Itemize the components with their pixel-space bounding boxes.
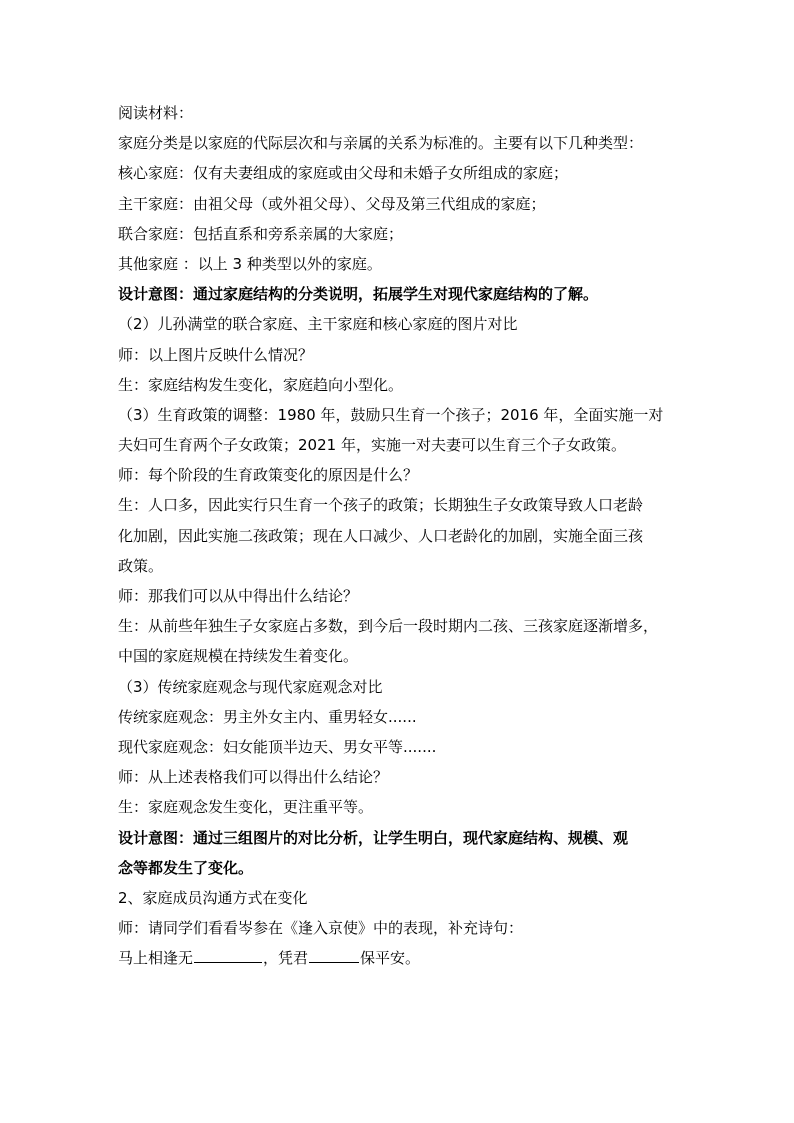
text-line-20: （3）传统家庭观念与现代家庭观念对比	[118, 677, 383, 696]
design-intent-2-cont: 念等都发生了变化。	[118, 858, 254, 877]
text-line-17: 师：那我们可以从中得出什么结论？	[118, 587, 359, 605]
text-line-6: 其他家庭 ：以上 3 种类型以外的家庭。	[118, 254, 382, 273]
poem-blank-1[interactable]	[194, 946, 262, 963]
text-line-15: 化加剧，因此实施二孩政策；现在人口减少、人口老龄化的加剧，实施全面三孩	[118, 526, 644, 545]
text-line-21: 传统家庭观念：男主外女主内、重男轻女......	[118, 707, 417, 726]
design-intent-2: 设计意图：通过三组图片的对比分析，让学生明白，现代家庭结构、规模、观	[118, 828, 629, 847]
text-line-10: 生：家庭结构发生变化，家庭趋向小型化。	[118, 375, 404, 394]
document-page	[118, 98, 678, 973]
design-intent-1: 设计意图：通过家庭结构的分类说明，拓展学生对现代家庭结构的了解。	[118, 285, 599, 304]
text-line-5: 联合家庭：包括直系和旁系亲属的大家庭；	[118, 224, 404, 243]
text-line-18: 生：从前些年独生子女家庭占多数，到今后一段时期内二孩、三孩家庭逐渐增多，	[118, 617, 659, 636]
text-line-28: 师：请同学们看看岑参在《逢入京使》中的表现，补充诗句：	[118, 919, 524, 938]
text-line-3: 核心家庭：仅有夫妻组成的家庭或由父母和未婚子女所组成的家庭；	[118, 164, 569, 183]
text-line-24: 生：家庭观念发生变化，更注重平等。	[118, 798, 374, 817]
poem-fill-line	[118, 943, 678, 973]
text-line-12: 夫妇可生育两个子女政策；2021 年，实施一对夫妻可以生育三个子女政策。	[118, 436, 626, 455]
text-line-16: 政策。	[118, 556, 164, 575]
text-line-14: 生：人口多，因此实行只生育一个孩子的政策；长期独生子女政策导致人口老龄	[118, 496, 644, 515]
text-line-13: 师：每个阶段的生育政策变化的原因是什么？	[118, 466, 419, 485]
poem-part-3: 保平安。	[360, 949, 421, 968]
text-line-8: （2）儿孙满堂的联合家庭、主干家庭和核心家庭的图片对比	[118, 315, 518, 334]
poem-blank-2[interactable]	[309, 946, 359, 963]
text-line-23: 师：从上述表格我们可以得出什么结论？	[118, 768, 389, 787]
text-line-2: 家庭分类是以家庭的代际层次和与亲属的关系为标准的。主要有以下几种类型：	[118, 134, 644, 153]
poem-part-2: ，凭君	[263, 949, 309, 968]
text-line-9: 师：以上图片反映什么情况？	[118, 345, 314, 364]
text-line-19: 中国的家庭规模在持续发生着变化。	[118, 647, 359, 666]
poem-part-1: 马上相逢无	[118, 949, 194, 968]
text-line-22: 现代家庭观念：妇女能顶半边天、男女平等.......	[118, 737, 437, 756]
text-line-11: （3）生育政策的调整：1980 年，鼓励只生育一个孩子；2016 年，全面实施一对	[118, 405, 664, 424]
text-line-27: 2、家庭成员沟通方式在变化	[118, 888, 308, 907]
text-line-1: 阅读材料：	[118, 104, 194, 122]
text-line-4: 主干家庭：由祖父母（或外祖父母）、父母及第三代组成的家庭；	[118, 194, 546, 213]
